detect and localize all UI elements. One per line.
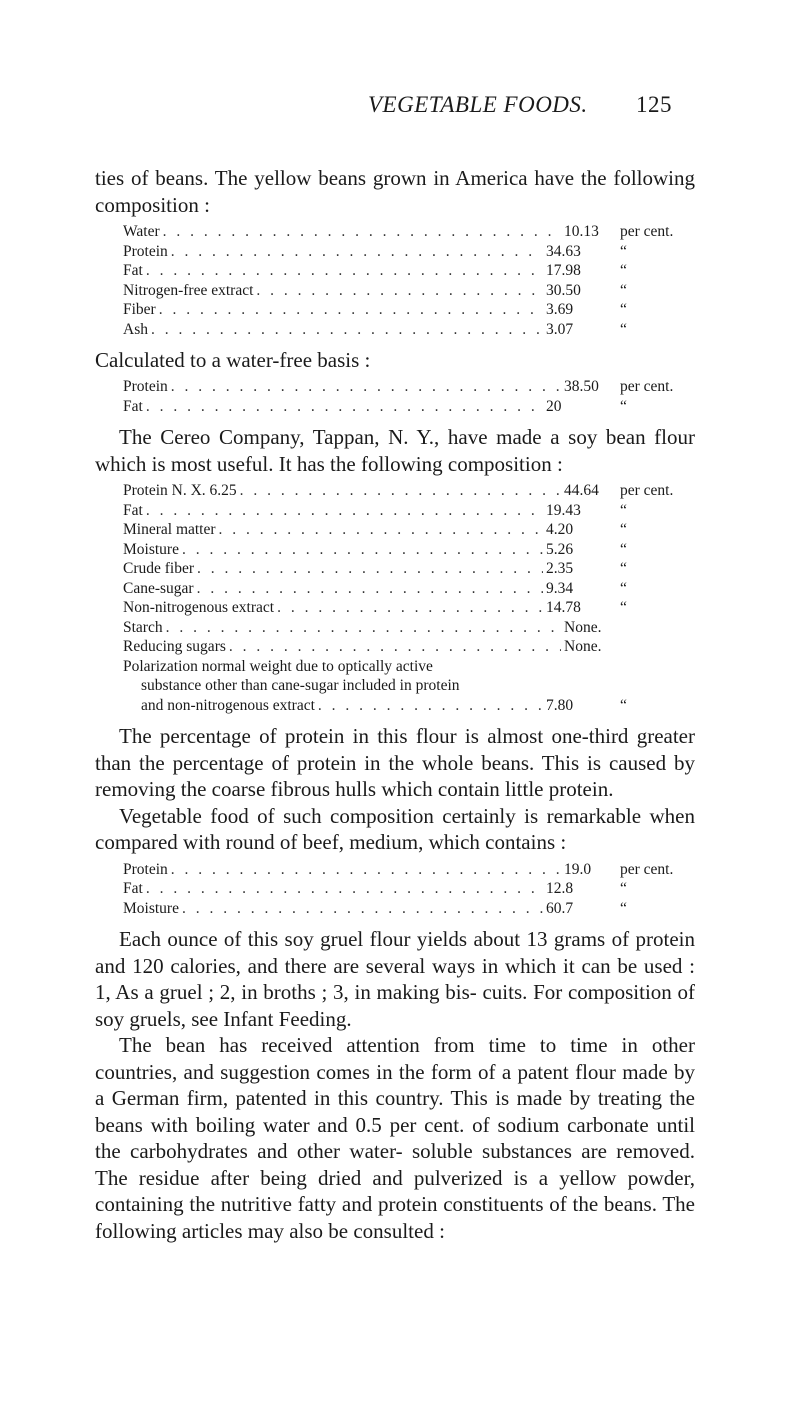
table-row: Fat . . . 17.98 “ — [123, 261, 695, 281]
table-row: Crude fiber . . . 2.35 “ — [123, 559, 695, 579]
table-row: Water . . . 10.13 per cent. — [123, 222, 695, 242]
table-row: Fat . . . 12.8 “ — [123, 879, 695, 899]
table-row: Moisture . . . 5.26 “ — [123, 540, 695, 560]
table-row: Nitrogen-free extract . . . 30.50 “ — [123, 281, 695, 301]
page-body — [95, 165, 695, 1244]
table-row: Protein . . . 38.50 per cent. — [123, 377, 695, 397]
composition-table-water-free — [95, 377, 695, 416]
paragraph-german-patent: The bean has received attention from time to time in other countries, and suggestion comes in the form of a patent flour made by a German firm, patented in this country. This is made by treating the beans with boiling water and 0.5 per cent. of sodium carbonate until the carbohydrates and other water- soluble substances are removed. The residue after being dried and pulverized is a yellow powder, containing the nutritive fatty and protein constituents of the beans. The following articles may also be consulted : — [95, 1033, 695, 1243]
paragraph-round-of-beef: Vegetable food of such composition certainly is remarkable when compared with round of beef, medium, which contains : — [95, 803, 695, 854]
running-header — [0, 92, 800, 132]
table-row: Moisture . . . 60.7 “ — [123, 899, 695, 919]
table-row: Protein . . . 19.0 per cent. — [123, 860, 695, 880]
table-row: Cane-sugar . . . 9.34 “ — [123, 579, 695, 599]
paragraph-yellow-beans: ties of beans. The yellow beans grown in America have the following composition : — [95, 166, 695, 217]
table-row: and non-nitrogenous extract . . . 7.80 “ — [123, 696, 695, 716]
table-row: Mineral matter . . . 4.20 “ — [123, 520, 695, 540]
running-title: VEGETABLE FOODS. — [368, 92, 588, 117]
polarization-line-1: Polarization normal weight due to optically active — [123, 657, 433, 675]
table-row: Non-nitrogenous extract . . . 14.78 “ — [123, 598, 695, 618]
table-row: Starch . . . None. — [123, 618, 695, 638]
table-row: Ash . . . 3.07 “ — [123, 320, 695, 340]
page-number: 125 — [636, 92, 672, 117]
table-row: Fat . . . 19.43 “ — [123, 501, 695, 521]
table-row: Protein . . . 34.63 “ — [123, 242, 695, 262]
paragraph-protein-percentage: The percentage of protein in this flour is almost one-third greater than the percentage of protein in the whole beans. This is caused by removing the coarse fibrous hulls which contain little protein. — [95, 724, 695, 801]
paragraph-cereo-company: The Cereo Company, Tappan, N. Y., have made a soy bean flour which is most useful. It has the following composition : — [95, 425, 695, 476]
table-row: Protein N. X. 6.25 . . . 44.64 per cent. — [123, 481, 695, 501]
polarization-line-2: substance other than cane-sugar included in protein — [141, 677, 460, 694]
water-free-subheading: Calculated to a water-free basis : — [95, 348, 371, 372]
table-row: Reducing sugars . . . None. — [123, 637, 695, 657]
table-row: Fiber . . . 3.69 “ — [123, 300, 695, 320]
table-row: Fat . . . 20 “ — [123, 397, 695, 417]
composition-table-soy-flour — [95, 481, 695, 715]
paragraph-soy-gruel: Each ounce of this soy gruel flour yields about 13 grams of protein and 120 calories, and there are several ways in which it can be used : 1, As a gruel ; 2, in broths ; 3, in making bis- cuits. For composition of soy gruels, see Infant Feeding. — [95, 927, 695, 1031]
composition-table-yellow-beans — [95, 222, 695, 339]
composition-table-beef — [95, 860, 695, 919]
